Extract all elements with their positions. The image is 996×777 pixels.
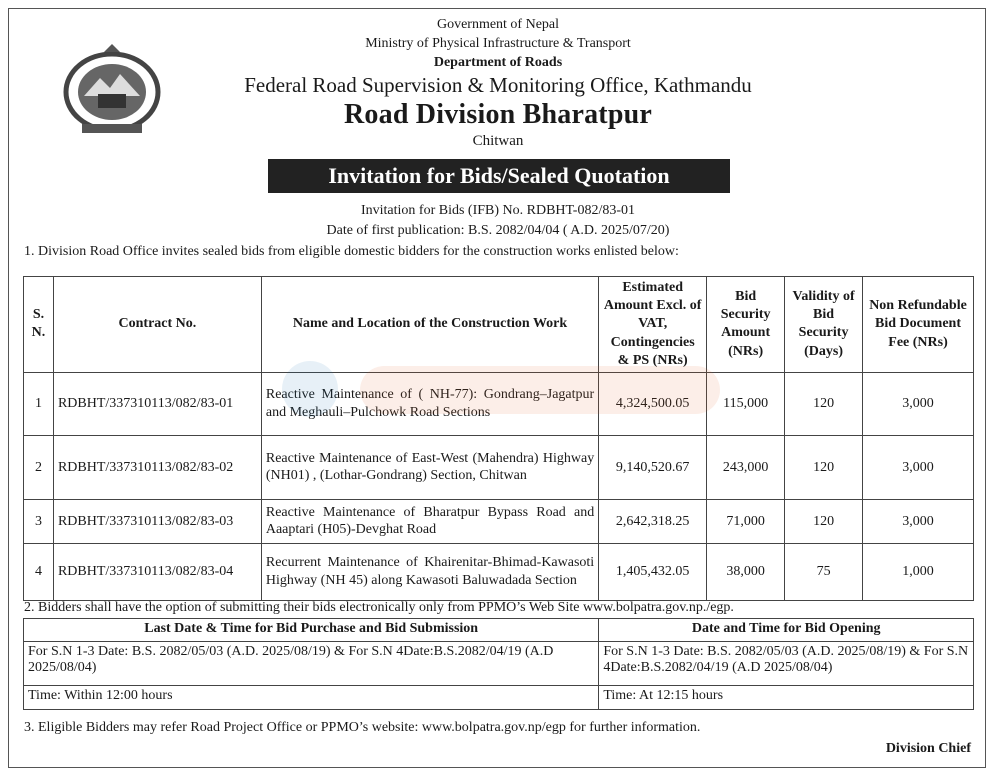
row-validity: 75 — [785, 543, 863, 600]
paragraph-2: 2. Bidders shall have the option of submitting their bids electronically only from PPMO’s Web Site www.bolpatra.gov.np./egp. — [24, 600, 734, 615]
row-contract-no: RDBHT/337310113/082/83-03 — [53, 499, 261, 543]
government-name: Government of Nepal — [436, 17, 560, 32]
row-work-name: Reactive Maintenance of East-West (Mahendra) Highway (NH01) , (Lothar-Gondrang) Section, Chitwan — [261, 435, 598, 499]
row-bid-security: 71,000 — [707, 499, 785, 543]
opening-date: For S.N 1-3 Date: B.S. 2082/05/03 (A.D. 2025/08/19) & For S.N 4Date:B.S.2082/04/19 (A.D 2025/08/04) — [599, 642, 974, 686]
table-row — [24, 372, 974, 435]
works-table — [23, 276, 974, 601]
row-work-name: Reactive Maintenance of ( NH-77): Gondrang–Jagatpur and Meghauli–Pulchowk Road Sections — [261, 372, 598, 435]
row-sn: 4 — [24, 543, 54, 600]
dates-header-row — [24, 619, 974, 642]
row-contract-no: RDBHT/337310113/082/83-02 — [53, 435, 261, 499]
row-document-fee: 3,000 — [863, 372, 974, 435]
row-sn: 1 — [24, 372, 54, 435]
row-bid-security: 38,000 — [707, 543, 785, 600]
header-document-fee: Non Refundable Bid Document Fee (NRs) — [863, 277, 974, 373]
header-bid-opening: Date and Time for Bid Opening — [599, 619, 974, 642]
header-estimated-amount: Estimated Amount Excl. of VAT, Contingencies & PS (NRs) — [599, 277, 707, 373]
row-work-name: Recurrent Maintenance of Khairenitar-Bhimad-Kawasoti Highway (NH 45) along Kawasoti Baluwadada Section — [261, 543, 598, 600]
dates-date-row — [24, 642, 974, 686]
table-row — [24, 435, 974, 499]
department-name: Department of Roads — [433, 55, 563, 70]
works-table-header-row — [24, 277, 974, 373]
row-estimated-amount: 4,324,500.05 — [599, 372, 707, 435]
division-name: Road Division Bharatpur — [344, 99, 652, 130]
row-validity: 120 — [785, 499, 863, 543]
publication-date: Date of first publication: B.S. 2082/04/04 ( A.D. 2025/07/20) — [326, 223, 670, 238]
row-estimated-amount: 1,405,432.05 — [599, 543, 707, 600]
dates-time-row — [24, 686, 974, 710]
row-sn: 3 — [24, 499, 54, 543]
row-bid-security: 243,000 — [707, 435, 785, 499]
header-submission-deadline: Last Date & Time for Bid Purchase and Bid Submission — [24, 619, 599, 642]
paragraph-1: 1. Division Road Office invites sealed bids from eligible domestic bidders for the construction works enlisted below: — [24, 244, 679, 259]
row-document-fee: 3,000 — [863, 435, 974, 499]
header-bid-security: Bid Security Amount (NRs) — [707, 277, 785, 373]
opening-time: Time: At 12:15 hours — [599, 686, 974, 710]
row-validity: 120 — [785, 372, 863, 435]
table-row — [24, 543, 974, 600]
notice-title-banner: Invitation for Bids/Sealed Quotation — [268, 159, 730, 193]
paragraph-3: 3. Eligible Bidders may refer Road Project Office or PPMO’s website: www.bolpatra.gov.np/egp for further information. — [24, 720, 701, 735]
row-work-name: Reactive Maintenance of Bharatpur Bypass Road and Aaaptari (H05)-Devghat Road — [261, 499, 598, 543]
ifb-number: Invitation for Bids (IFB) No. RDBHT-082/83-01 — [360, 203, 636, 218]
bid-dates-table — [23, 618, 974, 710]
submission-time: Time: Within 12:00 hours — [24, 686, 599, 710]
header-contract-no: Contract No. — [53, 277, 261, 373]
header-sn: S. N. — [24, 277, 54, 373]
row-contract-no: RDBHT/337310113/082/83-01 — [53, 372, 261, 435]
row-sn: 2 — [24, 435, 54, 499]
header-work-name: Name and Location of the Construction Work — [261, 277, 598, 373]
district-name: Chitwan — [472, 133, 524, 149]
office-name: Federal Road Supervision & Monitoring Office, Kathmandu — [244, 73, 752, 97]
table-row — [24, 499, 974, 543]
row-document-fee: 1,000 — [863, 543, 974, 600]
row-estimated-amount: 2,642,318.25 — [599, 499, 707, 543]
row-document-fee: 3,000 — [863, 499, 974, 543]
submission-date: For S.N 1-3 Date: B.S. 2082/05/03 (A.D. 2025/08/19) & For S.N 4Date:B.S.2082/04/19 (A.D 2025/08/04) — [24, 642, 599, 686]
signature-division-chief: Division Chief — [885, 741, 971, 756]
row-contract-no: RDBHT/337310113/082/83-04 — [53, 543, 261, 600]
header-validity: Validity of Bid Security (Days) — [785, 277, 863, 373]
row-bid-security: 115,000 — [707, 372, 785, 435]
row-estimated-amount: 9,140,520.67 — [599, 435, 707, 499]
ministry-name: Ministry of Physical Infrastructure & Transport — [365, 36, 631, 51]
row-validity: 120 — [785, 435, 863, 499]
